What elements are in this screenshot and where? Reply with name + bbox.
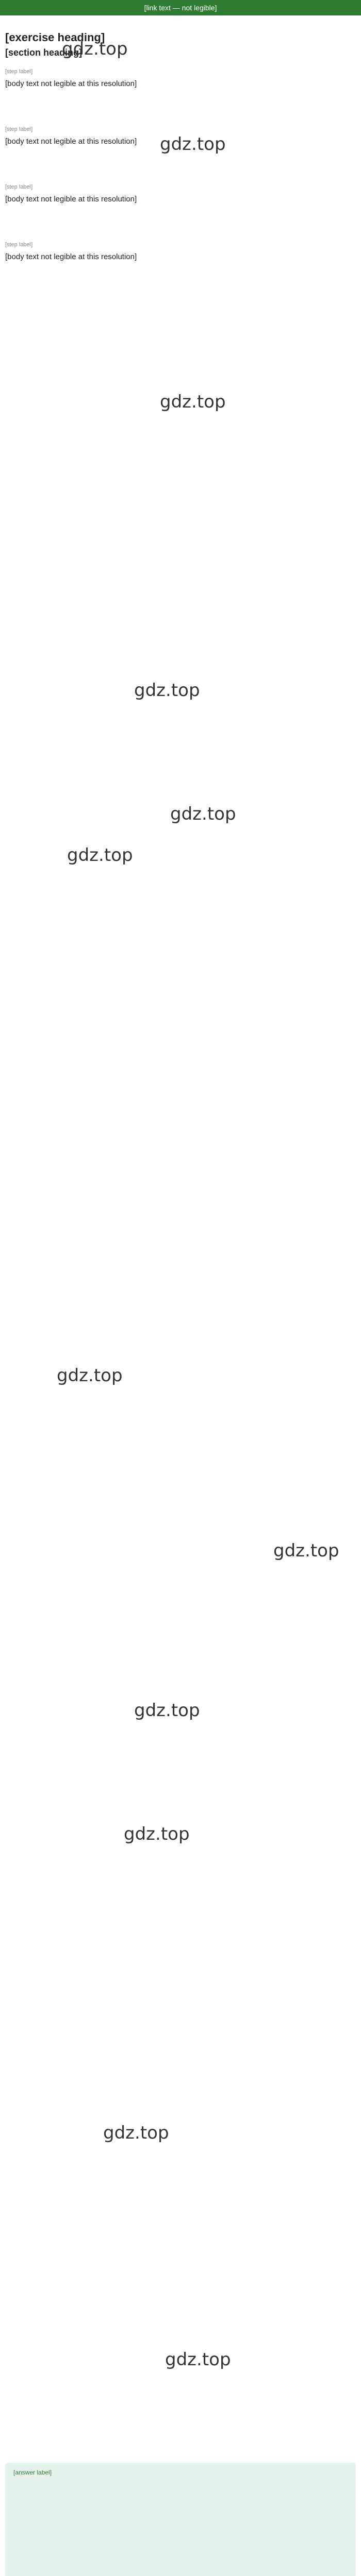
step-label: [step label] xyxy=(5,69,33,75)
answer-box xyxy=(5,2463,356,2576)
step-text: [body text not legible at this resolution] xyxy=(5,252,137,261)
step-label: [step label] xyxy=(5,126,33,132)
step-label: [step label] xyxy=(5,184,33,190)
step-block xyxy=(5,242,356,263)
watermark: gdz.top xyxy=(124,1824,190,1844)
watermark: gdz.top xyxy=(134,1700,200,1721)
content xyxy=(5,31,356,299)
step-text: [body text not legible at this resolution] xyxy=(5,137,137,146)
section-title: [section heading] xyxy=(5,47,83,58)
watermark: gdz.top xyxy=(165,2349,231,2370)
watermark: gdz.top xyxy=(62,39,128,59)
watermark: gdz.top xyxy=(103,2123,169,2143)
answer-label: [answer label] xyxy=(13,2469,52,2476)
step-text: [body text not legible at this resolution] xyxy=(5,79,137,88)
exercise-title: [exercise heading] xyxy=(5,31,105,44)
watermark: gdz.top xyxy=(170,804,236,824)
watermark: gdz.top xyxy=(134,680,200,701)
top-bar[interactable]: [link text — not legible] xyxy=(0,0,361,15)
step-block xyxy=(5,184,356,206)
step-block xyxy=(5,69,356,90)
step-label: [step label] xyxy=(5,242,33,248)
step-text: [body text not legible at this resolution] xyxy=(5,195,137,204)
watermark: gdz.top xyxy=(160,392,226,412)
watermark: gdz.top xyxy=(67,845,133,866)
watermark: gdz.top xyxy=(160,134,226,155)
watermark: gdz.top xyxy=(57,1365,123,1386)
watermark: gdz.top xyxy=(273,1540,339,1561)
